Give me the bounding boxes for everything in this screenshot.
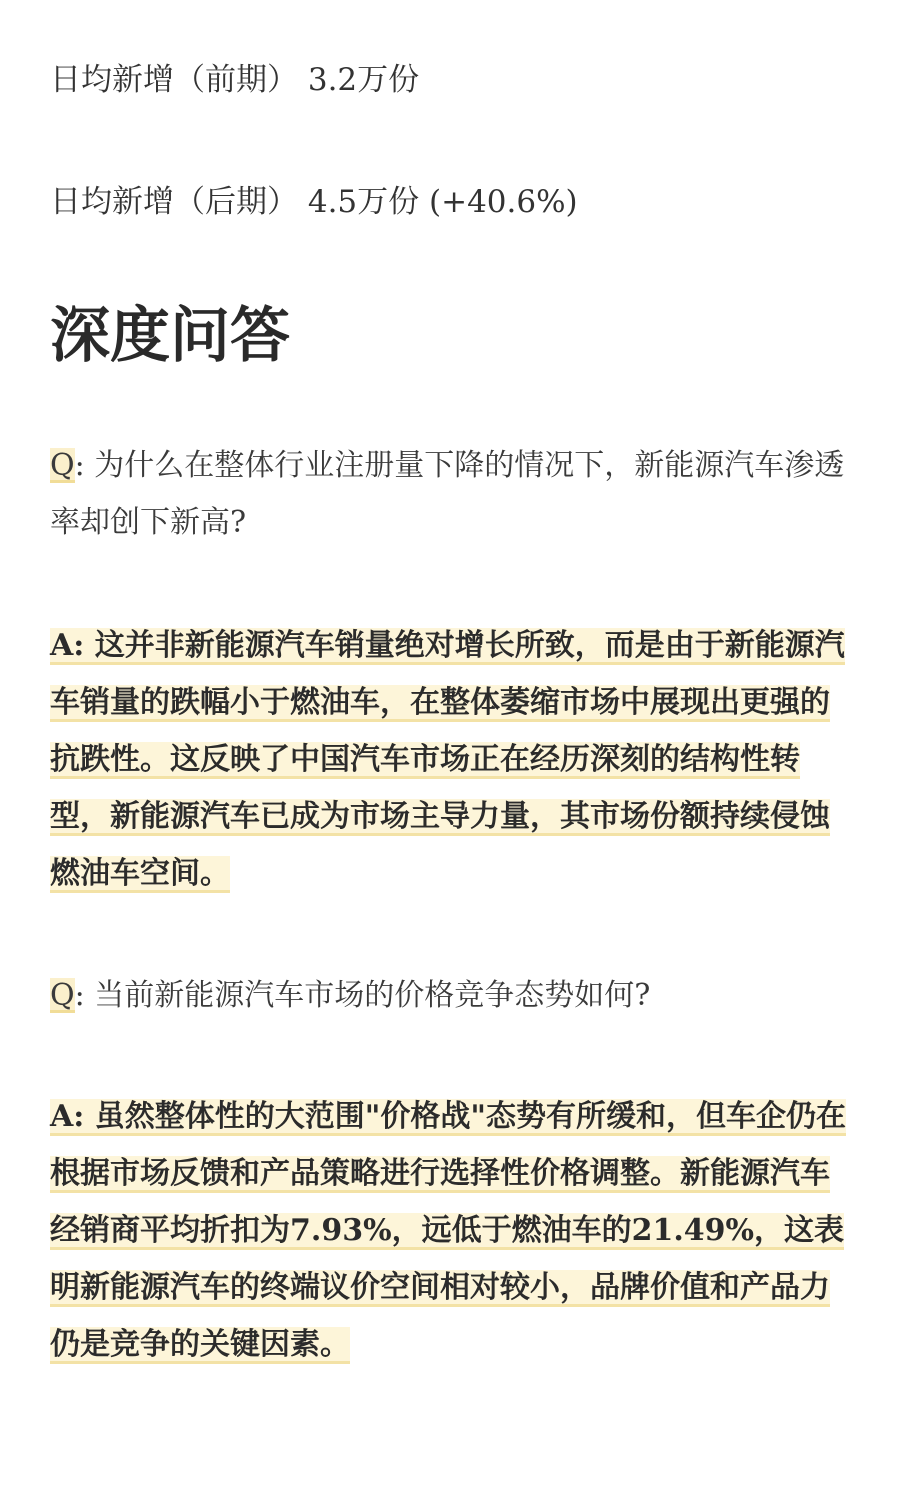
- stat-daily-new-before: [50, 60, 419, 100]
- stat-label: 日均新增（前期）: [50, 62, 298, 98]
- answer-text-highlighted: A: 虽然整体性的大范围"价格战"态势有所缓和，但车企仍在根据市场反馈和产品策略进行选择性价格调整。新能源汽车经销商平均折扣为7.93%，远低于燃油车的21.49%，这表明新能源汽车的终端议价空间相对较小，品牌价值和产品力仍是竞争的关键因素。: [50, 1099, 847, 1362]
- answer-1: [50, 617, 850, 902]
- section-title: 深度问答: [50, 301, 290, 371]
- stat-value: 4.5万份 (+40.6%): [307, 184, 578, 220]
- answer-text-highlighted: A: 这并非新能源汽车销量绝对增长所致，而是由于新能源汽车销量的跌幅小于燃油车，在整体萎缩市场中展现出更强的抗跌性。这反映了中国汽车市场正在经历深刻的结构性转型，新能源汽车已成为市场主导力量，其市场份额持续侵蚀燃油车空间。: [50, 628, 845, 891]
- question-marker: Q: [50, 978, 75, 1013]
- stat-label: 日均新增（后期）: [50, 184, 298, 220]
- answer-2: [50, 1088, 850, 1373]
- question-2: [50, 967, 850, 1024]
- question-marker: Q: [50, 448, 75, 483]
- question-1: [50, 437, 850, 551]
- stat-daily-new-after: [50, 182, 578, 222]
- stat-value: 3.2万份: [307, 62, 420, 98]
- question-text: : 为什么在整体行业注册量下降的情况下，新能源汽车渗透率却创下新高?: [50, 448, 845, 540]
- question-text: : 当前新能源汽车市场的价格竞争态势如何?: [74, 978, 651, 1013]
